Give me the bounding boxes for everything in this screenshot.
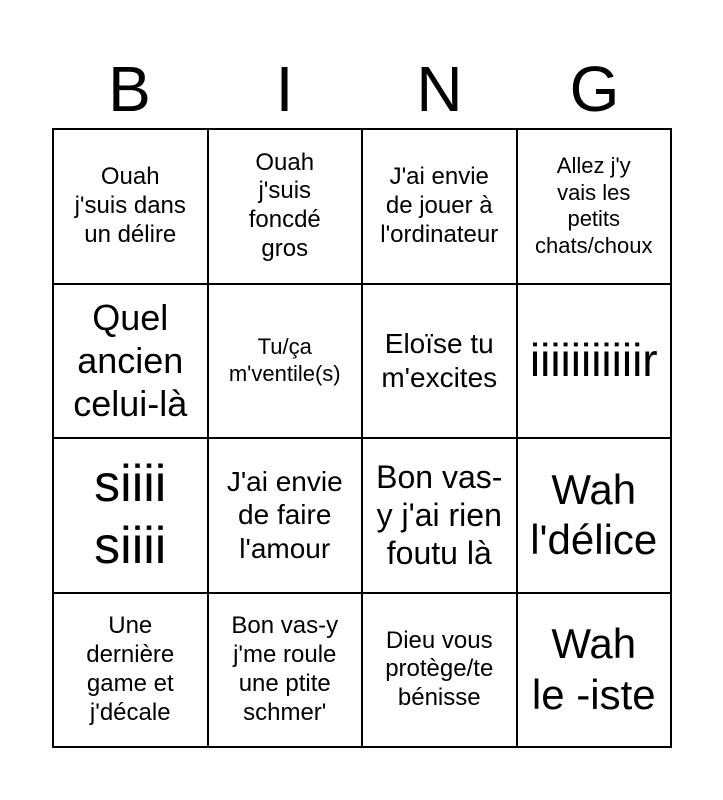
bingo-cell[interactable]	[362, 438, 517, 593]
header-letter-g: G	[569, 53, 620, 125]
bingo-cell[interactable]	[208, 284, 363, 439]
cell-text: Allez j'y vais les petits chats/choux	[535, 153, 653, 258]
cell-text: Quel ancien celui-là	[73, 296, 188, 425]
bingo-header	[52, 50, 672, 128]
cell-text: Bon vas-y j'me roule une ptite schmer'	[231, 612, 339, 726]
cell-text: Une dernière game et j'décale	[86, 612, 175, 726]
bingo-cell[interactable]	[208, 129, 363, 284]
cell-text: Ouah j'suis dans un délire	[74, 163, 186, 248]
bingo-cell[interactable]	[517, 284, 672, 439]
cell-text: J'ai envie de jouer à l'ordinateur	[380, 163, 499, 248]
bingo-cell[interactable]	[53, 593, 208, 748]
cell-text: Wah le -iste	[531, 620, 656, 718]
cell-text: siiii siiii	[94, 454, 167, 576]
header-letter-n: N	[416, 53, 463, 125]
cell-text: Wah l'délice	[530, 465, 658, 564]
cell-text: J'ai envie de faire l'amour	[226, 465, 343, 565]
bingo-cell[interactable]	[53, 129, 208, 284]
bingo-cell[interactable]	[517, 129, 672, 284]
cell-text: iiiiiiiiiiir	[529, 334, 658, 387]
cell-text: Bon vas- y j'ai rien foutu là	[376, 458, 503, 572]
cell-text: Tu/ça m'ventile(s)	[228, 334, 341, 386]
bingo-cell[interactable]	[517, 593, 672, 748]
bingo-cell[interactable]	[53, 284, 208, 439]
bingo-cell[interactable]	[517, 438, 672, 593]
bingo-cell[interactable]	[362, 129, 517, 284]
cell-text: Dieu vous protège/te bénisse	[385, 626, 494, 712]
bingo-cell[interactable]	[362, 593, 517, 748]
cell-text: Eloïse tu m'excites	[381, 328, 498, 393]
header-letter-i: I	[275, 53, 294, 125]
bingo-cell[interactable]	[208, 438, 363, 593]
bingo-cell[interactable]	[53, 438, 208, 593]
bingo-cell[interactable]	[362, 284, 517, 439]
bingo-board	[52, 128, 672, 748]
bingo-cell[interactable]	[208, 593, 363, 748]
cell-text: Ouah j'suis foncdé gros	[248, 148, 321, 263]
header-letter-b: B	[108, 53, 151, 125]
